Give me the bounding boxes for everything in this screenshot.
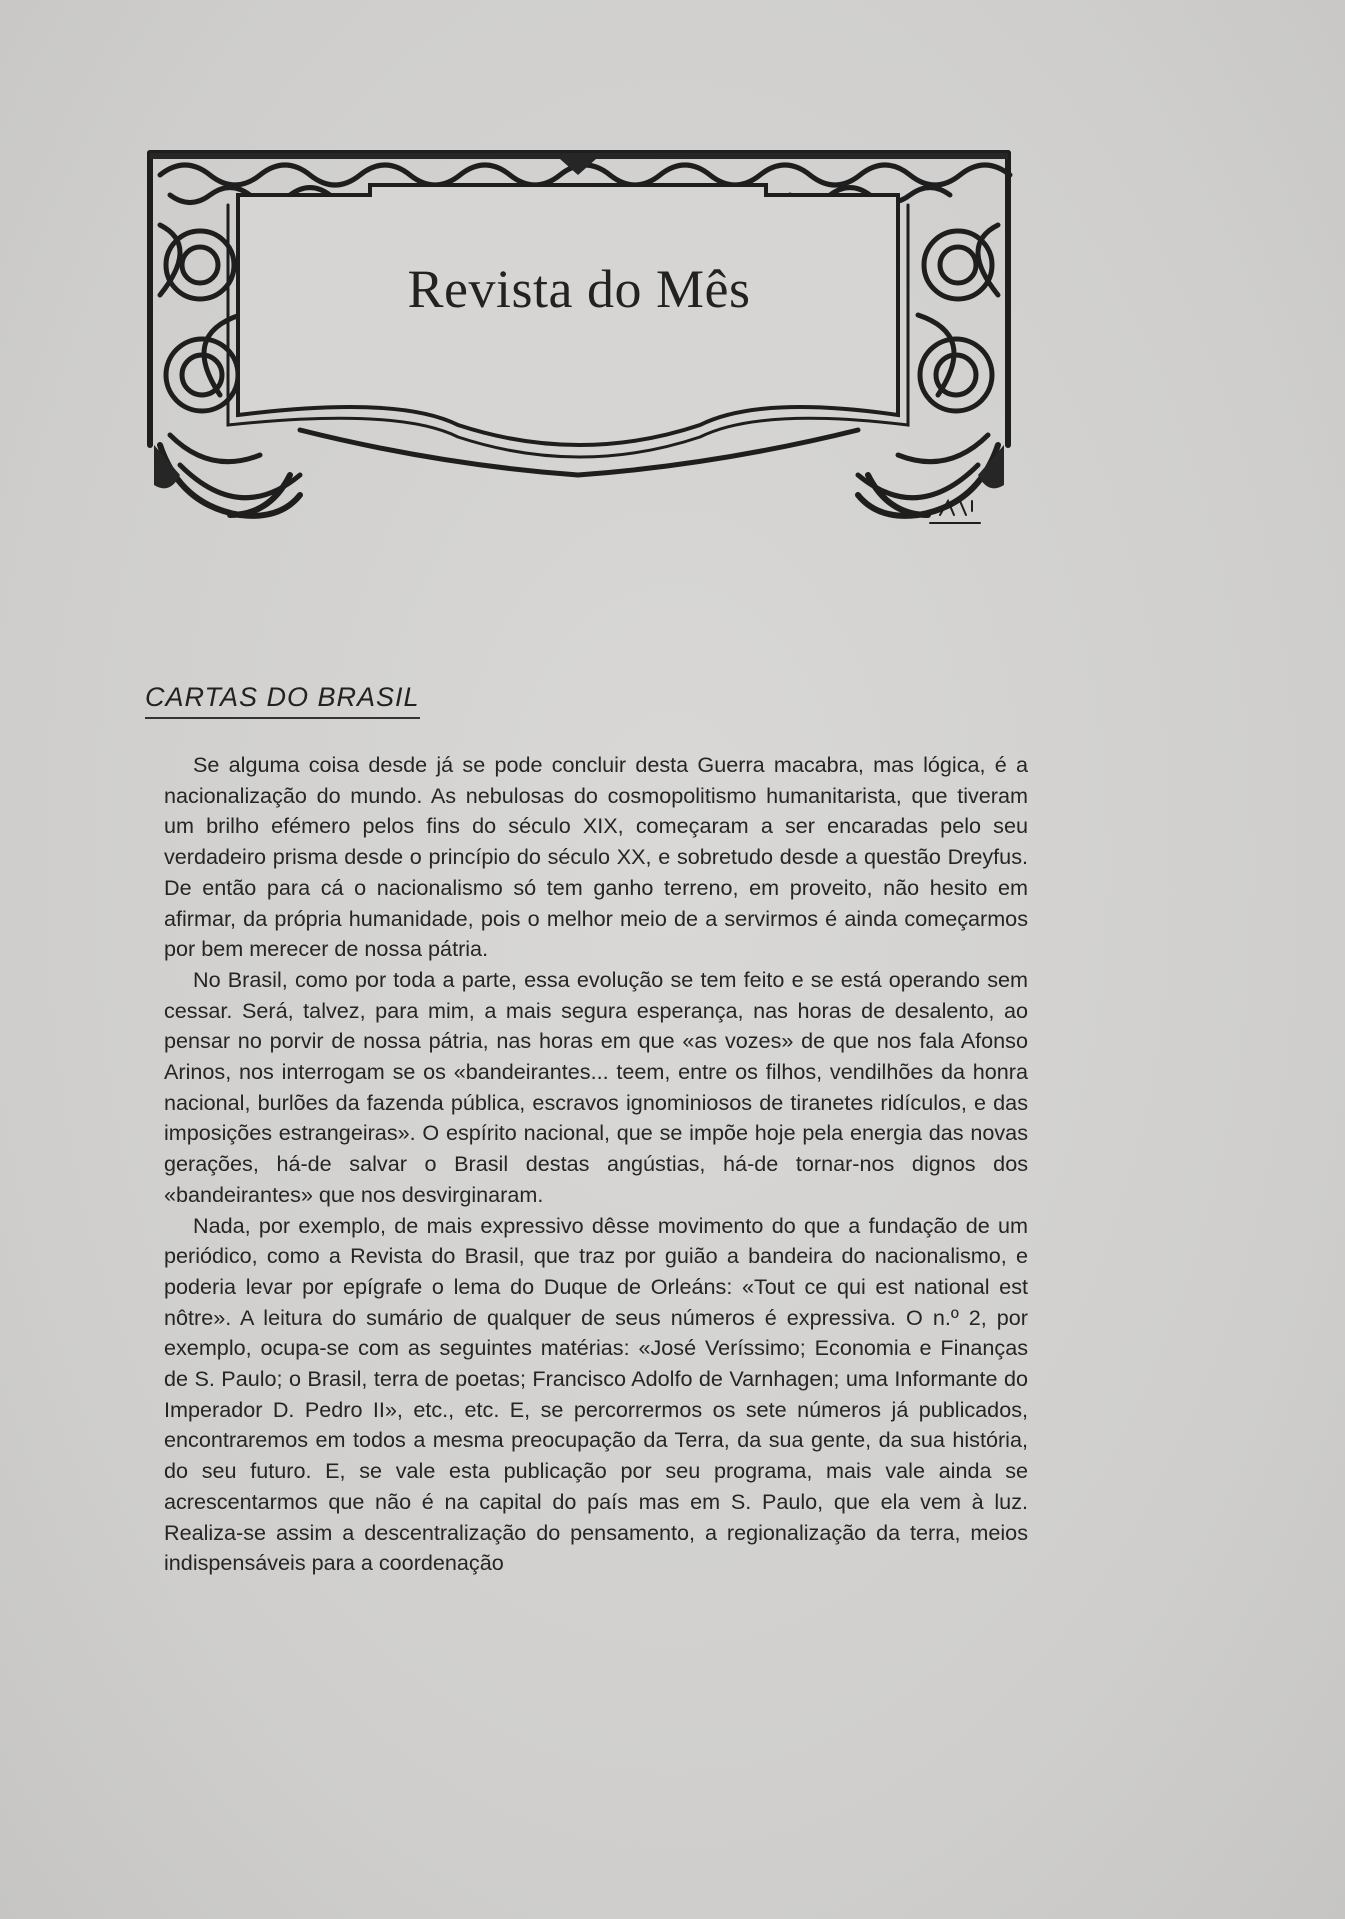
ornamental-header-frame [140, 145, 1018, 545]
page-title: Revista do Mês [407, 259, 751, 319]
paragraph: No Brasil, como por toda a parte, essa evolução se tem feito e se está operando sem cessar. Será, talvez, para mim, a mais segura esperança, nas horas de desalento, ao pensar no porvir de nossa pátria, nas horas em que «as vozes» de que nos fala Afonso Arinos, nos interrogam se os «bandeirantes... teem, entre os filhos, vendilhões da honra nacional, burlões da fazenda pública, escravos ignominiosos de tiranetes ridículos, e das imposições estrangeiras». O espírito nacional, que se impõe hoje pela energia das novas gerações, há-de salvar o Brasil destas angústias, há-de tornar-nos dignos dos «bandeirantes» que nos desvirginaram. [164, 966, 1028, 1207]
article-body [164, 750, 1028, 1579]
paragraph: Se alguma coisa desde já se pode concluir desta Guerra macabra, mas lógica, é a nacionalização do mundo. As nebulosas do cosmopolitismo humanitarista, que tiveram um brilho efémero pelos fins do século XIX, começaram a ser encaradas pelo seu verdadeiro prisma desde o princípio do século XX, e sobretudo desde a questão Dreyfus. De então para cá o nacionalismo só tem ganho terreno, em proveito, não hesito em afirmar, da própria humanidade, pois o melhor meio de a servirmos é ainda começarmos por bem merecer de nossa pátria. [164, 752, 1028, 962]
paragraph: Nada, por exemplo, de mais expressivo dêsse movimento do que a fundação de um periódico, como a Revista do Brasil, que traz por guião a bandeira do nacionalismo, e poderia levar por epígrafe o lema do Duque de Orleáns: «Tout ce qui est national est nôtre». A leitura do sumário de qualquer de seus números é expressiva. O n.º 2, por exemplo, ocupa-se com as seguintes matérias: «José Veríssimo; Economia e Finanças de S. Paulo; o Brasil, terra de poetas; Francisco Adolfo de Varnhagen; uma Informante do Imperador D. Pedro II», etc., etc. E, se percorrermos os sete números já publicados, encontraremos em todos a mesma preocupação da Terra, da sua gente, da sua história, do seu futuro. E, se vale esta publicação por seu programa, mais vale ainda se acrescentarmos que não é na capital do país mas em S. Paulo, que ela vem à luz. Realiza-se assim a descentralização do pensamento, a regionalização da terra, meios indispensáveis para a coordenação [164, 1212, 1028, 1576]
section-heading: CARTAS DO BRASIL [145, 682, 420, 719]
